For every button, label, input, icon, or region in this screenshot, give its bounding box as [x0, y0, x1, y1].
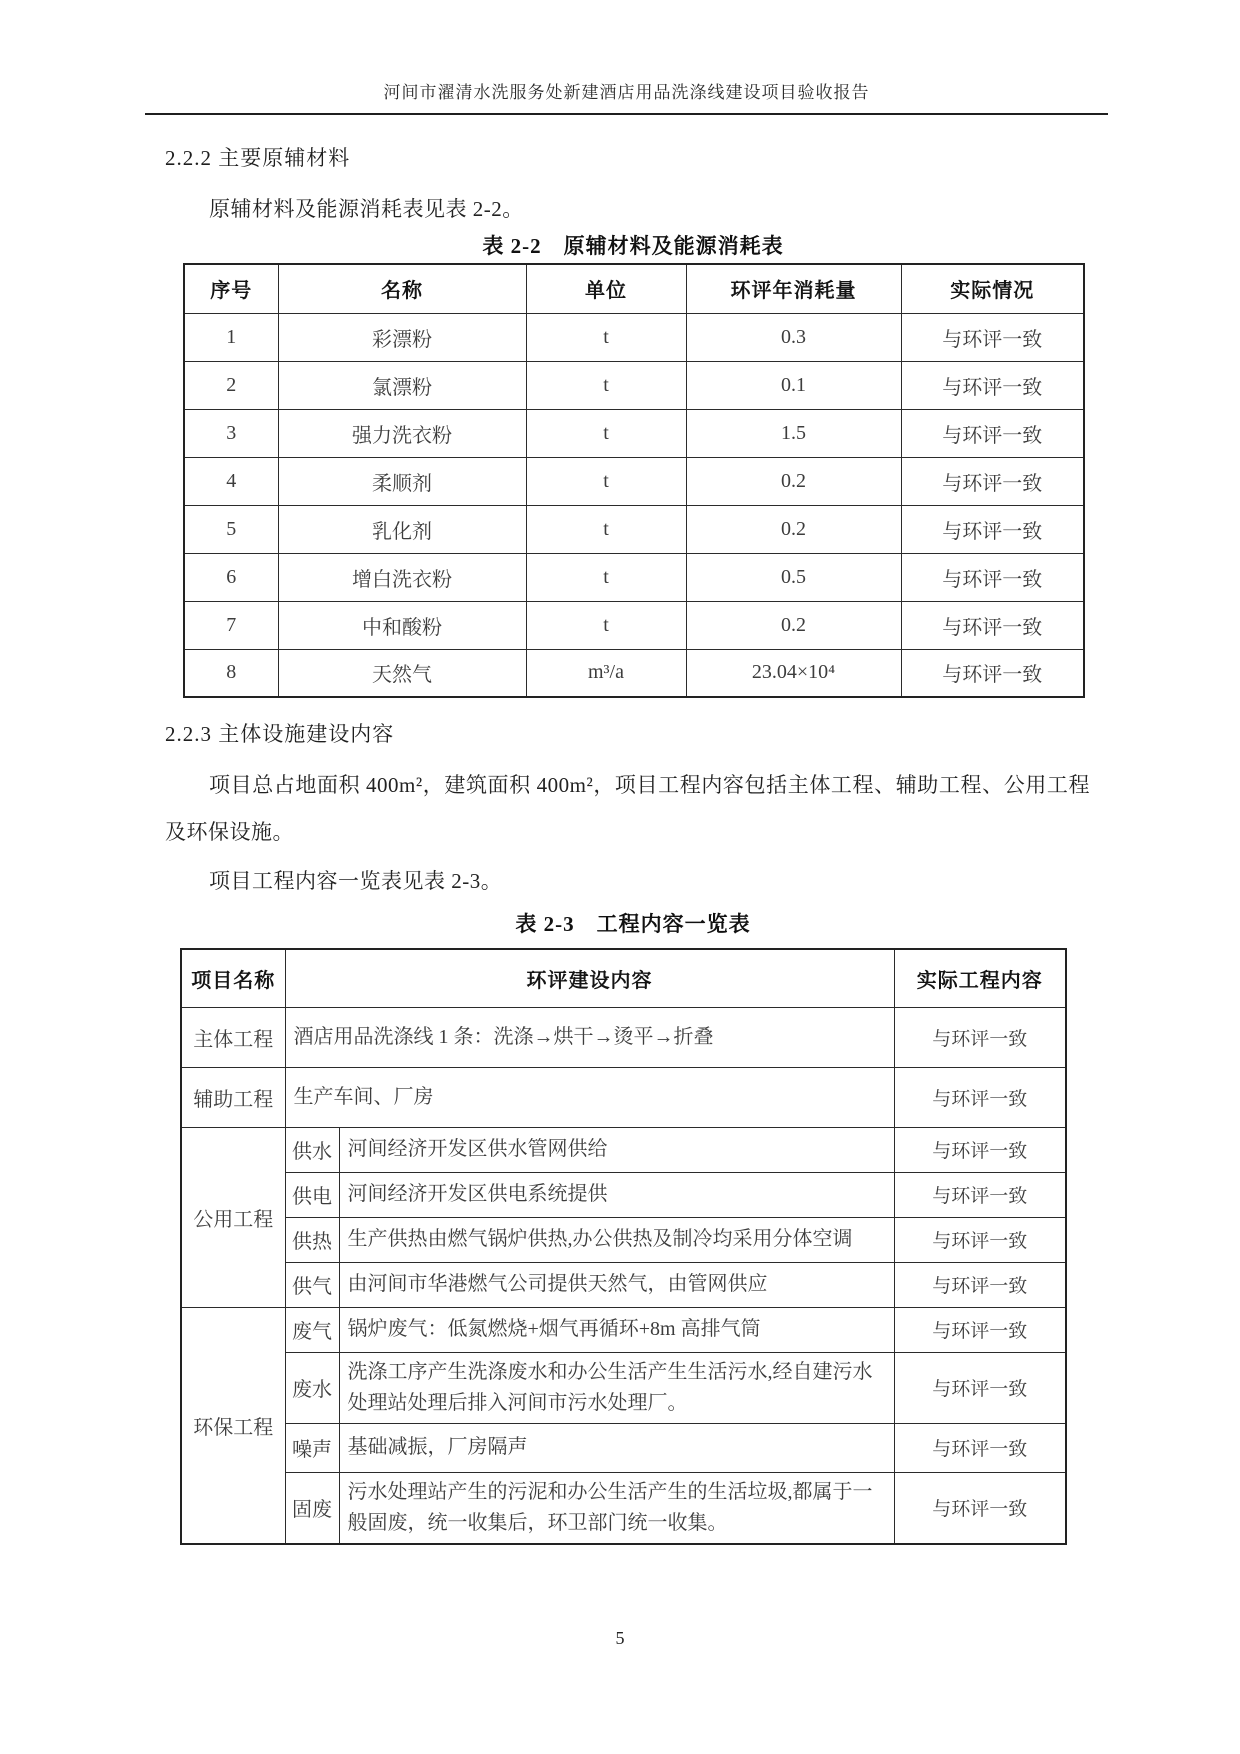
cell-status: 与环评一致: [894, 1472, 1066, 1544]
cell-consumption: 1.5: [686, 409, 901, 457]
paragraph-project-area: 项目总占地面积 400m²，建筑面积 400m²，项目工程内容包括主体工程、辅助工程、公用工程及环保设施。: [165, 773, 1090, 844]
col-header-eia-annual-consumption: 环评年消耗量: [686, 264, 901, 313]
cell-status: 与环评一致: [894, 1127, 1066, 1172]
col-header-eia-content: 环评建设内容: [285, 949, 894, 1007]
cell-project-name: 主体工程: [181, 1007, 285, 1067]
cell-eia-content: 酒店用品洗涤线 1 条：洗涤→烘干→烫平→折叠: [285, 1007, 894, 1067]
row-solid-waste: [181, 1472, 1066, 1544]
cell-group-env-works: 环保工程: [181, 1307, 285, 1544]
table23-caption: 表 2-3 工程内容一览表: [515, 912, 751, 936]
cell-consumption: 0.2: [686, 601, 901, 649]
table-materials-energy: [183, 263, 1085, 698]
cell-actual: 与环评一致: [901, 553, 1084, 601]
cell-seq: 8: [184, 649, 278, 697]
table-row: [184, 553, 1084, 601]
cell-seq: 6: [184, 553, 278, 601]
cell-status: 与环评一致: [894, 1217, 1066, 1262]
row-water-supply: [181, 1127, 1066, 1172]
cell-group-public-works: 公用工程: [181, 1127, 285, 1307]
cell-name: 强力洗衣粉: [278, 409, 526, 457]
row-waste-water: [181, 1352, 1066, 1423]
table-row: [184, 409, 1084, 457]
cell-actual: 与环评一致: [901, 649, 1084, 697]
cell-unit: t: [526, 505, 686, 553]
cell-actual: 与环评一致: [901, 361, 1084, 409]
cell-seq: 5: [184, 505, 278, 553]
cell-consumption: 0.3: [686, 313, 901, 361]
cell-name: 中和酸粉: [278, 601, 526, 649]
table-header-row: [181, 949, 1066, 1007]
row-gas-supply: [181, 1262, 1066, 1307]
cell-name: 天然气: [278, 649, 526, 697]
cell-status: 与环评一致: [894, 1007, 1066, 1067]
cell-sub-label: 供气: [285, 1262, 339, 1307]
cell-seq: 4: [184, 457, 278, 505]
section-heading-222: 2.2.2 主要原辅材料: [165, 146, 351, 170]
cell-sub-label: 供电: [285, 1172, 339, 1217]
table-project-contents: [180, 948, 1067, 1545]
cell-status: 与环评一致: [894, 1423, 1066, 1472]
cell-eia-content: 污水处理站产生的污泥和办公生活产生的生活垃圾,都属于一般固废，统一收集后，环卫部门统一收集。: [339, 1472, 894, 1544]
cell-eia-content: 锅炉废气：低氮燃烧+烟气再循环+8m 高排气筒: [339, 1307, 894, 1352]
cell-consumption: 0.5: [686, 553, 901, 601]
table-row: [184, 505, 1084, 553]
cell-unit: t: [526, 601, 686, 649]
report-title: 河间市濯清水洗服务处新建酒店用品洗涤线建设项目验收报告: [383, 83, 870, 102]
cell-actual: 与环评一致: [901, 457, 1084, 505]
page-number: 5: [615, 1628, 625, 1648]
cell-unit: t: [526, 361, 686, 409]
cell-consumption: 0.2: [686, 505, 901, 553]
row-heat-supply: [181, 1217, 1066, 1262]
col-header-project-name: 项目名称: [181, 949, 285, 1007]
table22-caption: 表 2-2 原辅材料及能源消耗表: [482, 234, 784, 258]
cell-name: 乳化剂: [278, 505, 526, 553]
cell-seq: 2: [184, 361, 278, 409]
row-auxiliary-works: [181, 1067, 1066, 1127]
cell-eia-content: 由河间市华港燃气公司提供天然气，由管网供应: [339, 1262, 894, 1307]
cell-sub-label: 废气: [285, 1307, 339, 1352]
table-row: [184, 457, 1084, 505]
cell-project-name: 辅助工程: [181, 1067, 285, 1127]
cell-unit: t: [526, 313, 686, 361]
cell-actual: 与环评一致: [901, 409, 1084, 457]
cell-seq: 3: [184, 409, 278, 457]
cell-sub-label: 供水: [285, 1127, 339, 1172]
table-header-row: [184, 264, 1084, 313]
table-row: [184, 649, 1084, 697]
cell-status: 与环评一致: [894, 1172, 1066, 1217]
col-header-actual-situation: 实际情况: [901, 264, 1084, 313]
cell-name: 氯漂粉: [278, 361, 526, 409]
cell-eia-content: 河间经济开发区供水管网供给: [339, 1127, 894, 1172]
cell-actual: 与环评一致: [901, 505, 1084, 553]
row-noise: [181, 1423, 1066, 1472]
cell-name: 彩漂粉: [278, 313, 526, 361]
cell-eia-content: 河间经济开发区供电系统提供: [339, 1172, 894, 1217]
cell-eia-content: 生产供热由燃气锅炉供热,办公供热及制冷均采用分体空调: [339, 1217, 894, 1262]
table-row: [184, 313, 1084, 361]
cell-sub-label: 供热: [285, 1217, 339, 1262]
cell-status: 与环评一致: [894, 1262, 1066, 1307]
cell-sub-label: 废水: [285, 1352, 339, 1423]
paragraph-table23-intro: 项目工程内容一览表见表 2-3。: [209, 869, 503, 893]
row-power-supply: [181, 1172, 1066, 1217]
cell-unit: t: [526, 409, 686, 457]
col-header-name: 名称: [278, 264, 526, 313]
running-head: [145, 78, 1108, 115]
cell-consumption: 23.04×10⁴: [686, 649, 901, 697]
cell-name: 增白洗衣粉: [278, 553, 526, 601]
col-header-unit: 单位: [526, 264, 686, 313]
row-main-works: [181, 1007, 1066, 1067]
cell-sub-label: 固废: [285, 1472, 339, 1544]
table-row: [184, 361, 1084, 409]
cell-consumption: 0.2: [686, 457, 901, 505]
paragraph-table22-intro: 原辅材料及能源消耗表见表 2-2。: [209, 197, 524, 221]
cell-seq: 1: [184, 313, 278, 361]
cell-status: 与环评一致: [894, 1352, 1066, 1423]
cell-eia-content: 基础减振，厂房隔声: [339, 1423, 894, 1472]
cell-status: 与环评一致: [894, 1067, 1066, 1127]
col-header-actual-content: 实际工程内容: [894, 949, 1066, 1007]
cell-unit: t: [526, 457, 686, 505]
table-row: [184, 601, 1084, 649]
section-heading-223: 2.2.3 主体设施建设内容: [165, 722, 395, 746]
cell-actual: 与环评一致: [901, 313, 1084, 361]
col-header-seq: 序号: [184, 264, 278, 313]
cell-seq: 7: [184, 601, 278, 649]
cell-name: 柔顺剂: [278, 457, 526, 505]
cell-status: 与环评一致: [894, 1307, 1066, 1352]
cell-unit: t: [526, 553, 686, 601]
cell-sub-label: 噪声: [285, 1423, 339, 1472]
cell-actual: 与环评一致: [901, 601, 1084, 649]
cell-eia-content: 生产车间、厂房: [285, 1067, 894, 1127]
cell-consumption: 0.1: [686, 361, 901, 409]
row-waste-gas: [181, 1307, 1066, 1352]
cell-unit: m³/a: [526, 649, 686, 697]
cell-eia-content: 洗涤工序产生洗涤废水和办公生活产生生活污水,经自建污水处理站处理后排入河间市污水处理厂。: [339, 1352, 894, 1423]
